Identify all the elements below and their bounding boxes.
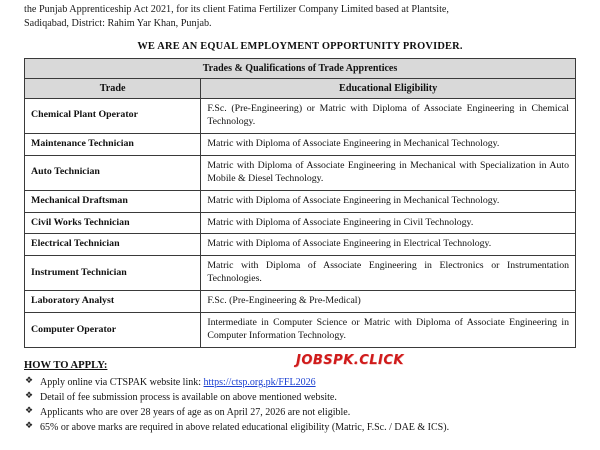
trade-name: Mechanical Draftsman — [25, 190, 201, 212]
trade-eligibility: Matric with Diploma of Associate Engineering in Mechanical with Specialization in Auto Mobile & Diesel Technology. — [201, 155, 576, 190]
trade-name: Instrument Technician — [25, 256, 201, 291]
bullet-icon: ❖ — [25, 405, 34, 416]
list-item — [24, 375, 576, 390]
bullet-icon: ❖ — [25, 420, 34, 431]
how-to-apply-title: HOW TO APPLY: — [24, 359, 108, 371]
how-to-apply-section — [24, 352, 576, 433]
trade-eligibility: F.Sc. (Pre-Engineering & Pre-Medical) — [201, 291, 576, 313]
bullet-icon: ❖ — [25, 390, 34, 401]
trade-name: Electrical Technician — [25, 234, 201, 256]
watermark-logo: JOBSPK.CLICK — [296, 352, 404, 368]
table-header-row — [25, 78, 576, 98]
trade-eligibility: Matric with Diploma of Associate Engineering in Civil Technology. — [201, 212, 576, 234]
table-title-row — [25, 58, 576, 78]
list-item — [24, 390, 576, 405]
table-row — [25, 98, 576, 133]
how-to-apply-list — [24, 375, 576, 433]
trade-eligibility: Matric with Diploma of Associate Engineering in Mechanical Technology. — [201, 190, 576, 212]
trade-name: Chemical Plant Operator — [25, 98, 201, 133]
table-row — [25, 212, 576, 234]
column-header-eligibility: Educational Eligibility — [201, 78, 576, 98]
intro-line-1: the Punjab Apprenticeship Act 2021, for its client Fatima Fertilizer Company Limited based at Plantsite, — [24, 4, 449, 15]
trade-name: Civil Works Technician — [25, 212, 201, 234]
equal-opportunity-statement: WE ARE AN EQUAL EMPLOYMENT OPPORTUNITY PROVIDER. — [137, 40, 463, 52]
trades-table — [24, 58, 576, 348]
intro-paragraph — [24, 0, 576, 32]
list-item — [24, 405, 576, 420]
list-item-text: 65% or above marks are required in above related educational eligibility (Matric, F.Sc. / DAE & ICS). — [40, 421, 450, 433]
trade-name: Computer Operator — [25, 313, 201, 348]
table-row — [25, 256, 576, 291]
trade-name: Laboratory Analyst — [25, 291, 201, 313]
list-item — [24, 420, 576, 433]
table-row — [25, 291, 576, 313]
apply-online-link[interactable]: https://ctsp.org.pk/FFL2026 — [203, 376, 316, 388]
trade-eligibility: Matric with Diploma of Associate Engineering in Electronics or Instrumentation Technologies. — [201, 256, 576, 291]
trade-name: Auto Technician — [25, 155, 201, 190]
trade-eligibility: Intermediate in Computer Science or Matric with Diploma of Associate Engineering in Computer Information Technology. — [201, 313, 576, 348]
table-row — [25, 190, 576, 212]
table-row — [25, 155, 576, 190]
bullet-icon: ❖ — [25, 375, 34, 386]
trade-eligibility: Matric with Diploma of Associate Engineering in Electrical Technology. — [201, 234, 576, 256]
column-header-trade: Trade — [25, 78, 201, 98]
trade-eligibility: F.Sc. (Pre-Engineering) or Matric with Diploma of Associate Engineering in Chemical Technology. — [201, 98, 576, 133]
table-row — [25, 313, 576, 348]
list-item-text: Apply online via CTSPAK website link: — [40, 376, 204, 388]
trade-eligibility: Matric with Diploma of Associate Engineering in Mechanical Technology. — [201, 133, 576, 155]
list-item-text: Applicants who are over 28 years of age as on April 27, 2026 are not eligible. — [40, 406, 351, 418]
table-row — [25, 234, 576, 256]
table-title: Trades & Qualifications of Trade Apprentices — [25, 58, 576, 78]
list-item-text: Detail of fee submission process is available on above mentioned website. — [40, 391, 337, 403]
trade-name: Maintenance Technician — [25, 133, 201, 155]
intro-line-2: Sadiqabad, District: Rahim Yar Khan, Punjab. — [24, 18, 212, 30]
table-row — [25, 133, 576, 155]
